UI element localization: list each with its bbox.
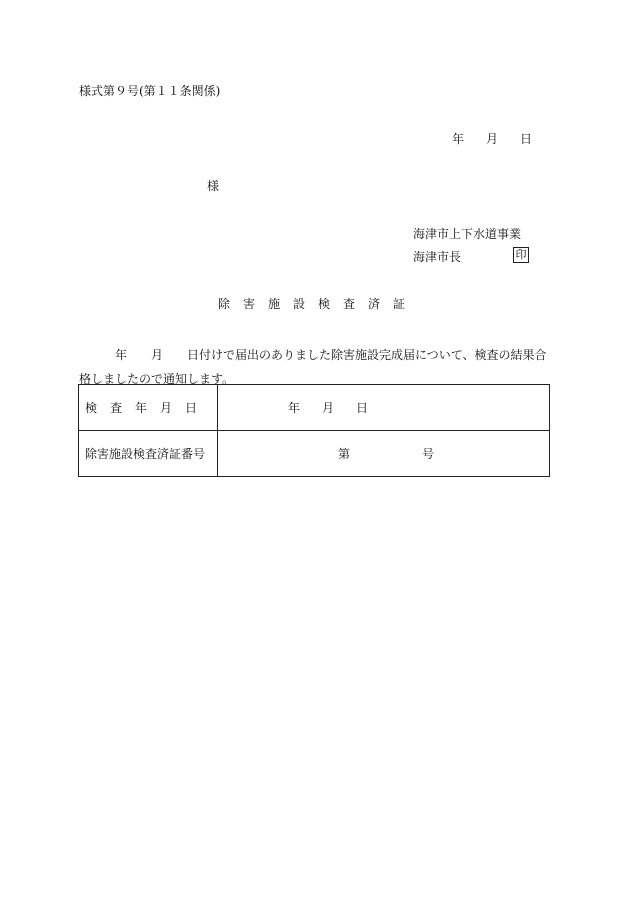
date-line xyxy=(452,130,532,147)
inspection-day: 日 xyxy=(356,401,369,415)
inspection-date-label: 検査年月日 xyxy=(79,385,218,431)
table-row xyxy=(79,385,550,431)
certificate-number-suffix: 号 xyxy=(422,447,435,461)
issuer-organization: 海津市上下水道事業 xyxy=(413,227,522,241)
certificate-number-prefix: 第 xyxy=(338,447,351,461)
addressee-suffix: 様 xyxy=(207,179,220,193)
seal-mark: 印 xyxy=(513,247,529,263)
certificate-number-value xyxy=(218,431,550,477)
date-year-label: 年 xyxy=(452,132,465,146)
form-number: 様式第９号(第１１条関係) xyxy=(79,84,221,98)
date-day-label: 日 xyxy=(520,132,533,146)
inspection-month: 月 xyxy=(322,401,335,415)
inspection-date-value xyxy=(218,385,550,431)
document-title: 除害施設検査済証 xyxy=(218,297,419,311)
result-table xyxy=(78,384,550,477)
inspection-year: 年 xyxy=(288,401,301,415)
table-row xyxy=(79,431,550,477)
date-month-label: 月 xyxy=(486,132,499,146)
issuer-title: 海津市長 xyxy=(413,250,462,264)
body-paragraph: 年 月 日付けで届出のありました除害施設完成届について、検査の結果合格しましたので通知します。 xyxy=(79,348,547,386)
certificate-number-label: 除害施設検査済証番号 xyxy=(79,431,218,477)
